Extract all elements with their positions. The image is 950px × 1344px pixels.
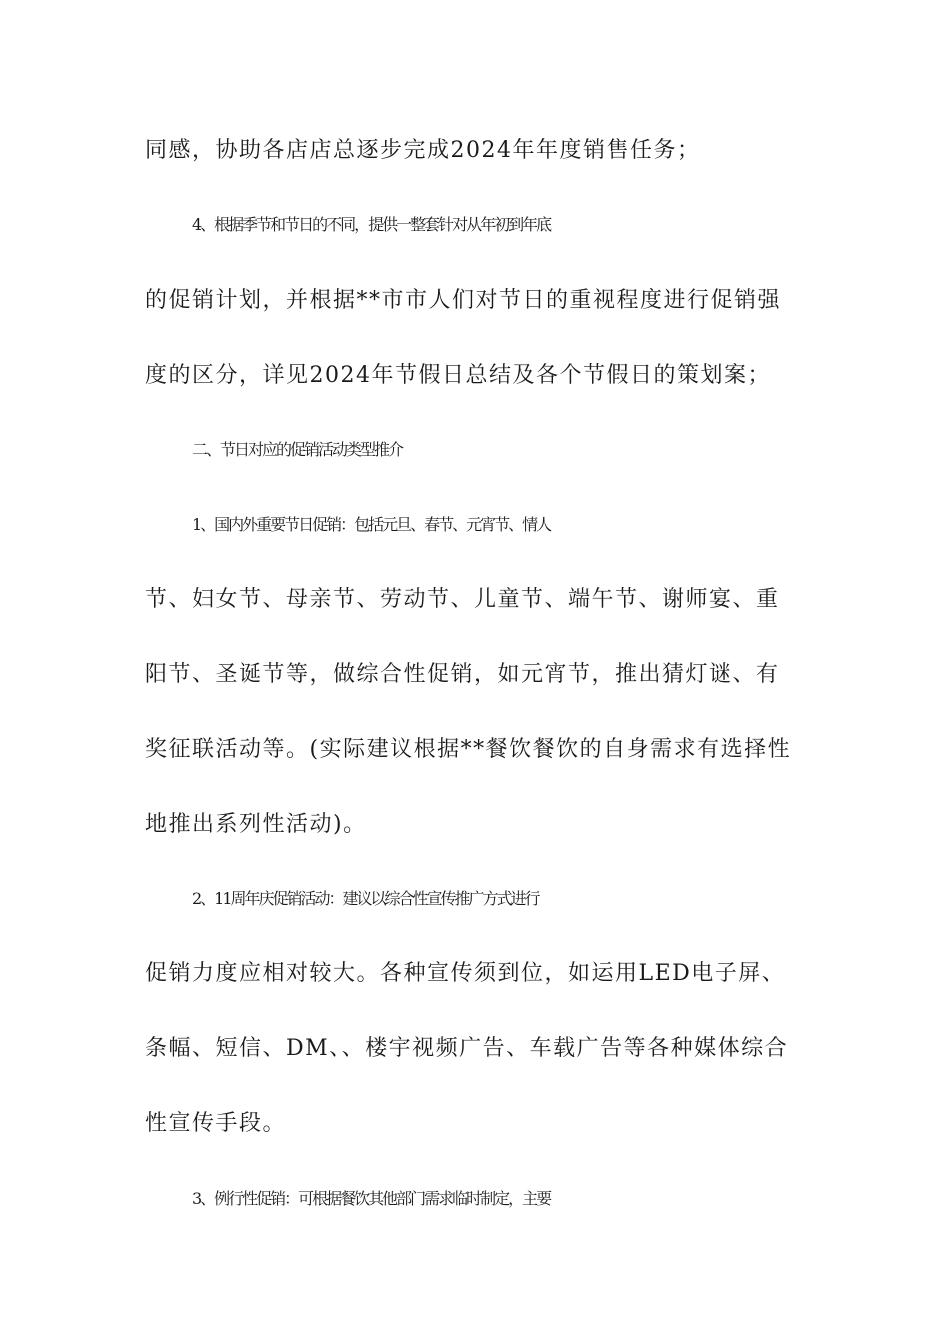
text-line: 同感，协助各店店总逐步完成2024年年度销售任务； bbox=[145, 138, 701, 163]
text-line: 1、国内外重要节日促销：包括元旦、春节、元宵节、情人 bbox=[192, 515, 551, 534]
section-heading: 二、节日对应的促销活动类型推介 bbox=[192, 440, 403, 459]
text-line: 度的区分，详见2024年节假日总结及各个节假日的策划案； bbox=[145, 363, 771, 388]
text-line: 性宣传手段。 bbox=[145, 1111, 287, 1136]
text-line: 奖征联活动等。(实际建议根据**餐饮餐饮的自身需求有选择性 bbox=[145, 737, 792, 762]
text-line: 节、妇女节、母亲节、劳动节、儿童节、端午节、谢师宴、重 bbox=[145, 587, 780, 612]
text-line: 3、例行性促销：可根据餐饮其他部门需求临时制定，主要 bbox=[192, 1189, 551, 1208]
text-line: 4、根据季节和节日的不同，提供一整套针对从年初到年底 bbox=[192, 215, 551, 234]
text-line: 阳节、圣诞节等，做综合性促销，如元宵节，推出猜灯谜、有 bbox=[145, 662, 780, 687]
text-line: 2、11周年庆促销活动：建议以综合性宣传推广方式进行 bbox=[192, 889, 539, 908]
text-line: 地推出系列性活动)。 bbox=[145, 812, 367, 837]
text-line: 促销力度应相对较大。各种宣传须到位，如运用LED电子屏、 bbox=[145, 961, 786, 986]
text-line: 条幅、短信、DM、、楼宇视频广告、车载广告等各种媒体综合 bbox=[145, 1036, 789, 1061]
text-line: 的促销计划，并根据**市市人们对节日的重视程度进行促销强 bbox=[145, 288, 782, 313]
